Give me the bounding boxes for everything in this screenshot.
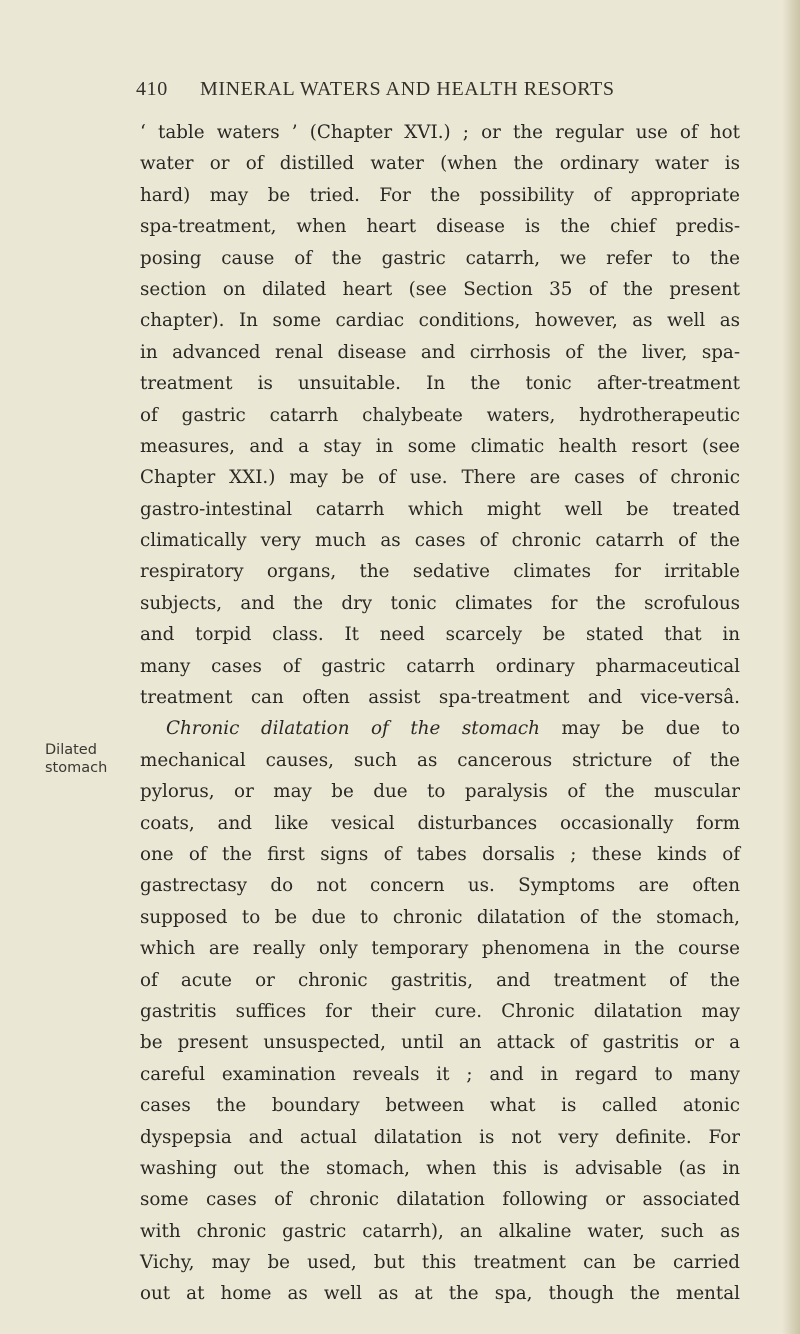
text-line: careful examination reveals it ; and in regard to many xyxy=(140,1063,740,1085)
body-text xyxy=(140,117,740,1310)
italic-term: Chronic dilatation of the stomach xyxy=(166,718,540,740)
margin-note-line: Dilated xyxy=(45,742,97,758)
page-number: 410 xyxy=(136,78,168,100)
margin-note-line: stomach xyxy=(45,760,108,776)
text-line: and torpid class. It need scarcely be stated that in xyxy=(140,624,740,646)
text-line: measures, and a stay in some climatic health resort (see xyxy=(140,435,740,457)
text-line-section-start: Chronic dilatation of the stomach may be due to xyxy=(166,718,740,740)
text-line: Vichy, may be used, but this treatment can be carried xyxy=(140,1252,740,1274)
text-line: hard) may be tried. For the possibility of appropriate xyxy=(140,184,740,206)
text-line: climatically very much as cases of chronic catarrh of the xyxy=(140,530,740,552)
text-line: respiratory organs, the sedative climates for irritable xyxy=(140,561,740,583)
text-line: dyspepsia and actual dilatation is not very definite. For xyxy=(140,1126,740,1148)
text-line: section on dilated heart (see Section 35 of the present xyxy=(140,278,740,300)
text-line: spa-treatment, when heart disease is the chief predis- xyxy=(140,216,740,238)
text-line: gastro-intestinal catarrh which might well be treated xyxy=(140,498,740,520)
text-line: in advanced renal disease and cirrhosis of the liver, spa- xyxy=(140,341,740,363)
margin-note-dilated-stomach xyxy=(45,741,125,777)
text-line: many cases of gastric catarrh ordinary pharmaceutical xyxy=(140,655,740,677)
text-line: chapter). In some cardiac conditions, however, as well as xyxy=(140,310,740,332)
text-line: one of the first signs of tabes dorsalis ; these kinds of xyxy=(140,843,740,865)
text-line: which are really only temporary phenomena in the course xyxy=(140,938,740,960)
text-line: gastritis suffices for their cure. Chronic dilatation may xyxy=(140,1000,740,1022)
text-line: posing cause of the gastric catarrh, we refer to the xyxy=(140,247,740,269)
text-line: cases the boundary between what is called atonic xyxy=(140,1095,740,1117)
text-line: out at home as well as at the spa, though the mental xyxy=(140,1283,740,1305)
text-line: Chapter XXI.) may be of use. There are cases of chronic xyxy=(140,467,740,489)
text-line: coats, and like vesical disturbances occasionally form xyxy=(140,812,740,834)
text-line: some cases of chronic dilatation following or associated xyxy=(140,1189,740,1211)
text-line: ‘ table waters ’ (Chapter XVI.) ; or the regular use of hot xyxy=(140,122,740,143)
text-line: of acute or chronic gastritis, and treatment of the xyxy=(140,969,740,991)
page-edge-shadow xyxy=(782,0,800,1334)
text-line: with chronic gastric catarrh), an alkaline water, such as xyxy=(140,1220,740,1242)
running-header xyxy=(0,78,800,108)
text-line: supposed to be due to chronic dilatation of the stomach, xyxy=(140,906,740,928)
text-line: subjects, and the dry tonic climates for the scrofulous xyxy=(140,592,740,614)
text-line: mechanical causes, such as cancerous stricture of the xyxy=(140,749,740,771)
text-line: water or of distilled water (when the ordinary water is xyxy=(140,153,740,175)
running-title: MINERAL WATERS AND HEALTH RESORTS xyxy=(200,78,615,100)
text-line: of gastric catarrh chalybeate waters, hydrotherapeutic xyxy=(140,404,740,426)
text-line: gastrectasy do not concern us. Symptoms are often xyxy=(140,875,740,897)
text-line: pylorus, or may be due to paralysis of the muscular xyxy=(140,781,740,803)
text-line: be present unsuspected, until an attack of gastritis or a xyxy=(140,1032,740,1054)
text-line: washing out the stomach, when this is advisable (as in xyxy=(140,1157,740,1179)
text-line: treatment is unsuitable. In the tonic after-treatment xyxy=(140,373,740,395)
text-line: treatment can often assist spa-treatment and vice-versâ. xyxy=(140,687,740,709)
